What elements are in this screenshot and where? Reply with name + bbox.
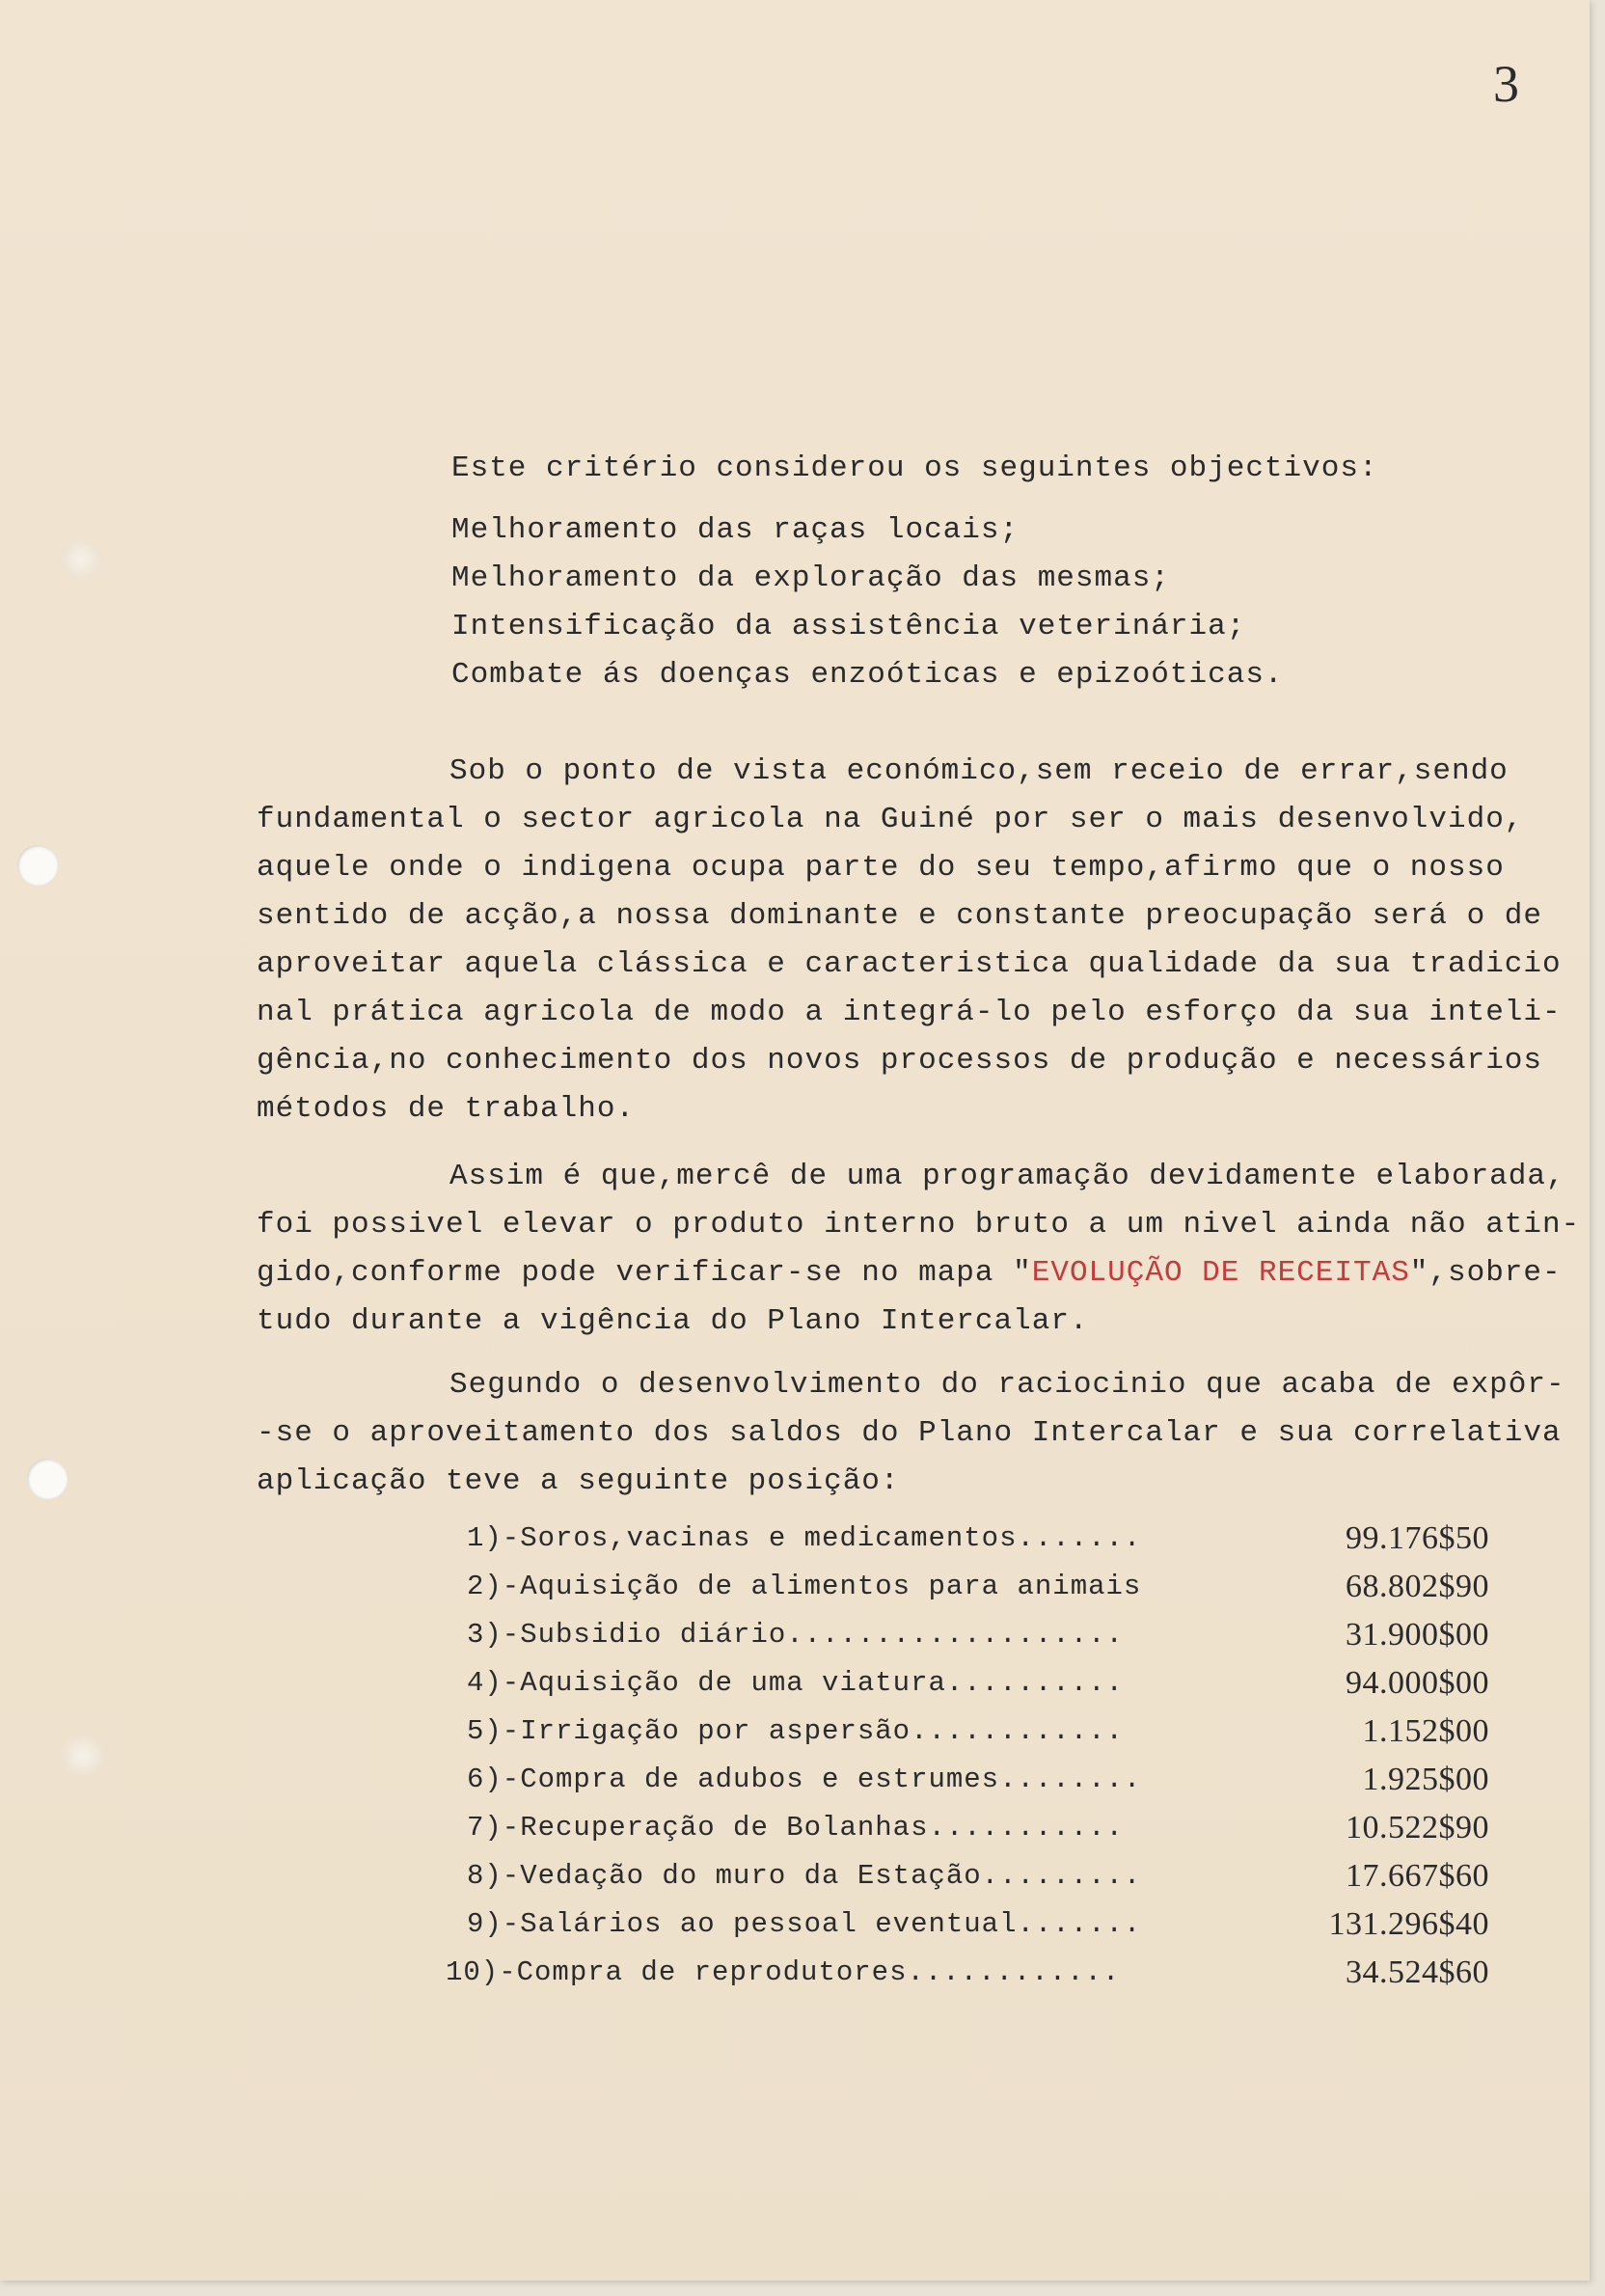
paragraph-line: Sob o ponto de vista económico,sem receio de errar,sendo [449,754,1509,788]
expense-item-value: 94.000$00 [1346,1665,1489,1701]
paragraph-text: ",sobre- [1409,1256,1562,1290]
paragraph-line: fundamental o sector agricola na Guiné por ser o mais desenvolvido, [257,803,1524,836]
punch-hole [17,845,58,886]
paragraph-line: aquele onde o indigena ocupa parte do seu tempo,afirmo que o nosso [257,851,1505,885]
paragraph-line: aproveitar aquela clássica e caracteristica qualidade da sua tradicio [257,947,1562,981]
paragraph-line: Segundo o desenvolvimento do raciocinio que acaba de expôr- [449,1368,1565,1402]
objective-item: Combate ás doenças enzoóticas e epizoóticas. [451,658,1284,692]
expense-item-label: 3)-Subsidio diário................... [467,1619,1124,1651]
highlighted-reference: EVOLUÇÃO DE RECEITAS [1031,1256,1410,1290]
paragraph-line: gência,no conhecimento dos novos processos de produção e necessários [257,1044,1543,1078]
expense-item-value: 131.296$40 [1328,1906,1489,1942]
expense-item-value: 10.522$90 [1346,1810,1489,1845]
expense-item-label: 2)-Aquisição de alimentos para animais [467,1571,1142,1602]
paper-smudge [60,540,102,579]
paragraph-line: sentido de acção,a nossa dominante e constante preocupação será o de [257,899,1543,933]
paragraph-line: foi possivel elevar o produto interno bruto a um nivel ainda não atin- [257,1208,1581,1242]
objective-item: Melhoramento da exploração das mesmas; [451,561,1170,595]
page-number: 3 [1493,55,1519,113]
expense-item-value: 1.152$00 [1362,1713,1489,1749]
paragraph-line: aplicação teve a seguinte posição: [257,1464,900,1498]
expense-item-value: 17.667$60 [1346,1858,1489,1894]
expense-item-label: 7)-Recuperação de Bolanhas........... [467,1812,1124,1844]
expense-item-label: 1)-Soros,vacinas e medicamentos....... [467,1522,1142,1554]
paragraph-line: Assim é que,mercê de uma programação devidamente elaborada, [449,1160,1565,1193]
expense-item-label: 5)-Irrigação por aspersão............ [467,1715,1124,1747]
objective-item: Intensificação da assistência veterinária; [451,610,1246,643]
intro-line: Este critério considerou os seguintes objectivos: [451,451,1378,485]
paragraph-line [257,1254,1562,1293]
paragraph-line: nal prática agricola de modo a integrá-lo pelo esforço da sua inteli- [257,996,1562,1029]
expense-item-label: 9)-Salários ao pessoal eventual....... [467,1908,1142,1940]
paper-smudge [62,1736,104,1775]
expense-item-label: 4)-Aquisição de uma viatura.......... [467,1667,1124,1699]
expense-item-label: 10)-Compra de reprodutores............ [446,1956,1121,1988]
paragraph-line: tudo durante a vigência do Plano Intercalar. [257,1304,1089,1338]
paragraph-line: métodos de trabalho. [257,1092,636,1126]
page-background-edge [1590,0,1605,2296]
paragraph-text: gido,conforme pode verificar-se no mapa " [257,1256,1032,1290]
paragraph-line: -se o aproveitamento dos saldos do Plano Intercalar e sua correlativa [257,1416,1562,1450]
objective-item: Melhoramento das raças locais; [451,513,1020,547]
expense-item-value: 31.900$00 [1346,1617,1489,1653]
expense-item-value: 68.802$90 [1346,1569,1489,1604]
expense-item-value: 99.176$50 [1346,1520,1489,1556]
expense-item-label: 6)-Compra de adubos e estrumes........ [467,1763,1142,1795]
expense-item-label: 8)-Vedação do muro da Estação......... [467,1860,1142,1892]
expense-item-value: 34.524$60 [1346,1954,1489,1990]
punch-hole [27,1459,68,1499]
page-background-edge-bottom [0,2281,1605,2296]
expense-item-value: 1.925$00 [1362,1762,1489,1797]
